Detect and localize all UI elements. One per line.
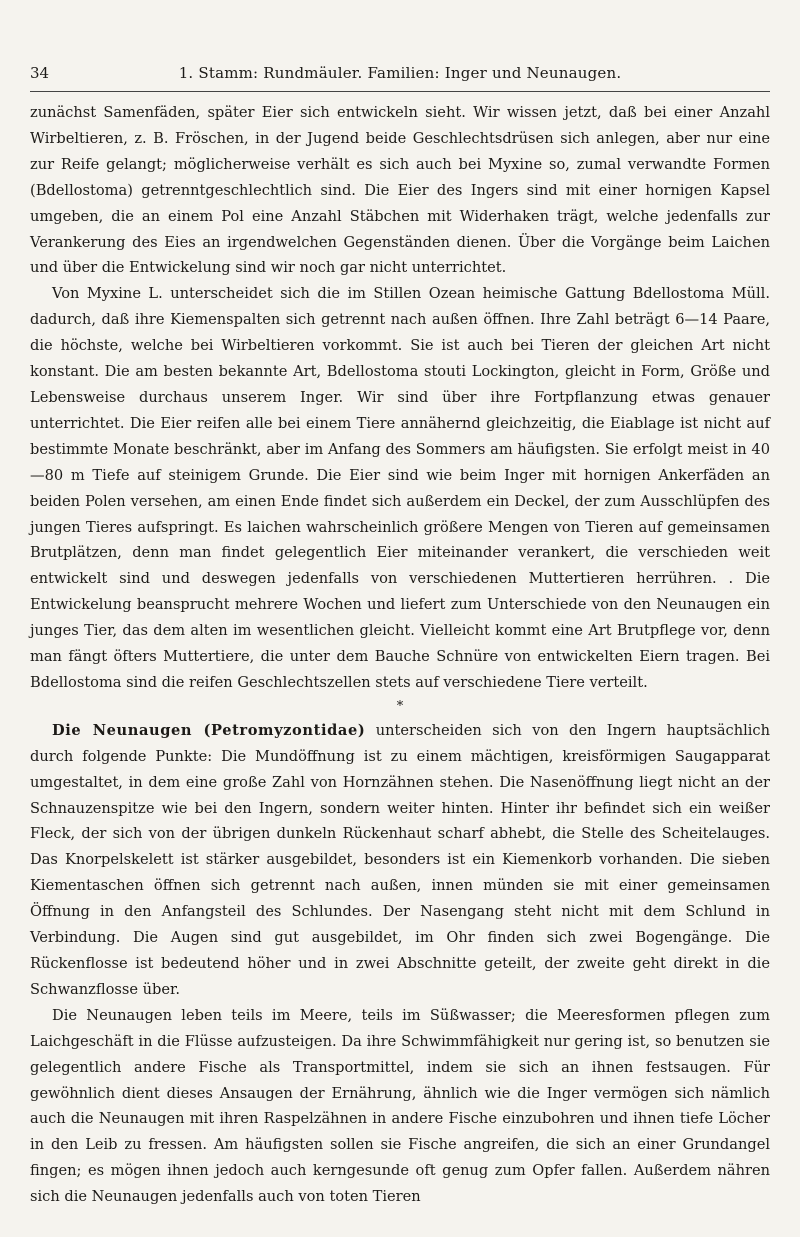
page-number: 34: [30, 64, 50, 82]
book-page: [30, 0, 770, 1237]
header-rule: [30, 91, 770, 92]
paragraph-1: zunächst Samenfäden, später Eier sich entwickeln sieht. Wir wissen jetzt, daß bei einer Anzahl Wirbeltieren, z. B. Fröschen, in der Jugend beide Geschlechtsdrüsen sich anlegen, aber nur eine zur Reife gelangt; möglicherweise verhält es sich auch bei Myxine so, zumal verwandte Formen (Bdellostoma) getrenntgeschlechtlich sind. Die Eier des Ingers sind mit einer hornigen Kapsel umgeben, die an einem Pol eine Anzahl Stäbchen mit Widerhaken trägt, welche jedenfalls zur Verankerung des Eies an irgendwelchen Gegenständen dienen. Über die Vorgänge beim Laichen und über die Entwickelung sind wir noch gar nicht unterrichtet.: [30, 104, 770, 277]
running-title: 1. Stamm: Rundmäuler. Familien: Inger und Neunaugen.: [178, 64, 622, 82]
paragraph-3-text: unterscheiden sich von den Ingern hauptsächlich durch folgende Punkte: Die Mundöffnung ist zu einem mächtigen, kreisförmigen Saugapparat umgestaltet, in dem eine große Zahl von Hornzähnen stehen. Die Nasenöffnung liegt nicht an der Schnauzenspitze wie bei den Ingern, sondern weiter hinten. Hinter ihr befindet sich ein weißer Fleck, der sich von der übrigen dunkeln Rückenhaut scharf abhebt, die Stelle des Scheitelauges. Das Knorpelskelett ist stärker ausgebildet, besonders ist ein Kiemenkorb vorhanden. Die sieben Kiementaschen öffnen sich getrennt nach außen, innen münden sie mit einer gemeinsamen Öffnung in den Anfangsteil des Schlundes. Der Nasengang steht nicht mit dem Schlund in Verbindung. Die Augen sind gut ausgebildet, im Ohr finden sich zwei Bogengänge. Die Rückenflosse ist bedeutend höher und in zwei Abschnitte geteilt, der zweite geht direkt in die Schwanzflosse über.: [30, 721, 770, 998]
paragraph-3: [30, 718, 770, 1003]
section-separator: *: [396, 698, 404, 714]
page-header: [30, 64, 770, 88]
paragraph-4: Die Neunaugen leben teils im Meere, teils im Süßwasser; die Meeresformen pflegen zum Laichgeschäft in die Flüsse aufzusteigen. Da ihre Schwimmfähigkeit nur gering ist, so benutzen sie gelegentlich andere Fische als Transportmittel, indem sie sich an ihnen festsaugen. Für gewöhnlich dient dieses Ansaugen der Ernährung, ähnlich wie die Inger vermögen sich nämlich auch die Neunaugen mit ihren Raspelzähnen in andere Fische einzubohren und ihnen tiefe Löcher in den Leib zu fressen. Am häufigsten sollen sie Fische angreifen, die sich an einer Grundangel fingen; es mögen ihnen jedoch auch kerngesunde oft genug zum Opfer fallen. Außerdem nähren sich die Neunaugen jedenfalls auch von toten Tieren: [30, 1006, 770, 1206]
section-heading-term: Die Neunaugen (Petromyzontidae): [52, 721, 366, 739]
body-text: [30, 100, 770, 1210]
paragraph-2: Von Myxine L. unterscheidet sich die im Stillen Ozean heimische Gattung Bdellostoma Müll. dadurch, daß ihre Kiemenspalten sich getrennt nach außen öffnen. Ihre Zahl beträgt 6—14 Paare, die höchste, welche bei Wirbeltieren vorkommt. Sie ist auch bei Tieren der gleichen Art nicht konstant. Die am besten bekannte Art, Bdellostoma stouti Lockington, gleicht in Form, Größe und Lebensweise durchaus unserem Inger. Wir sind über ihre Fortpflanzung etwas genauer unterrichtet. Die Eier reifen alle bei einem Tiere annähernd gleichzeitig, die Eiablage ist nicht auf bestimmte Monate beschränkt, aber im Anfang des Sommers am häufigsten. Sie erfolgt meist in 40—80 m Tiefe auf steinigem Grunde. Die Eier sind wie beim Inger mit hornigen Ankerfäden an beiden Polen versehen, am einen Ende findet sich außerdem ein Deckel, der zum Ausschlüpfen des jungen Tieres aufspringt. Es laichen wahrscheinlich größere Mengen von Tieren auf gemeinsamen Brutplätzen, denn man findet gelegentlich Eier miteinander verankert, die verschieden weit entwickelt sind und deswegen jedenfalls von verschiedenen Muttertieren herrühren. . Die Entwickelung beansprucht mehrere Wochen und liefert zum Unterschiede von den Neunaugen ein junges Tier, das dem alten im wesentlichen gleicht. Vielleicht kommt eine Art Brutpflege vor, denn man fängt öfters Muttertiere, die unter dem Bauche Schnüre von entwickelten Eiern tragen. Bei Bdellostoma sind die reifen Geschlechtszellen stets auf verschiedene Tiere verteilt.: [30, 285, 770, 691]
